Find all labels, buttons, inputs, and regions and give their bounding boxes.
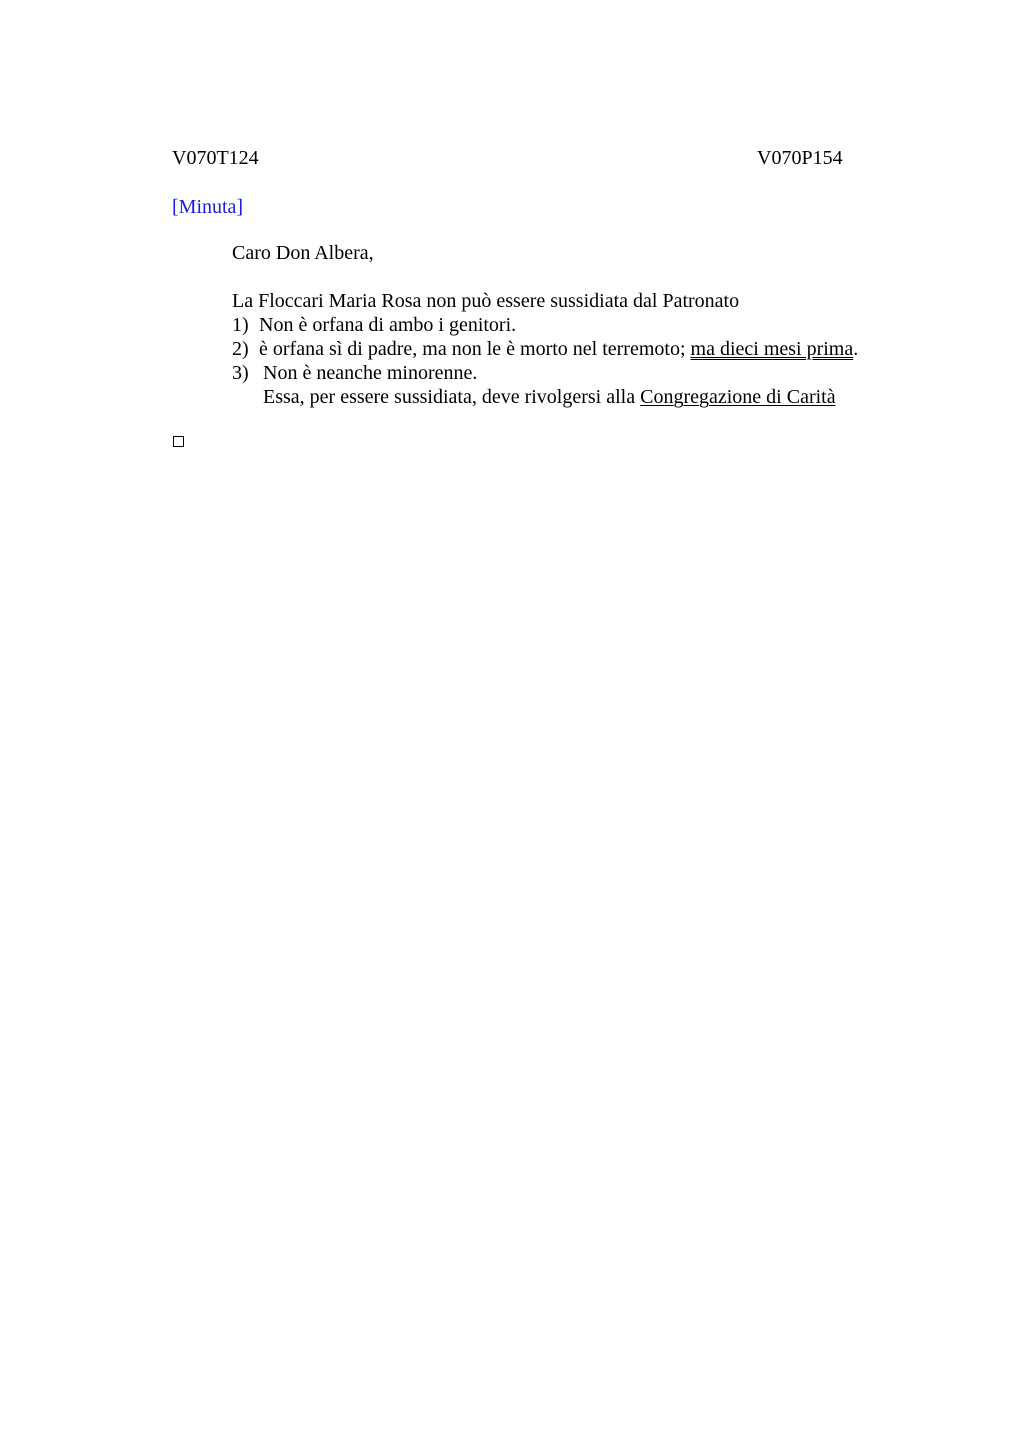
reference-code-right: V070P154 xyxy=(757,147,843,169)
letter-body xyxy=(232,241,952,409)
paragraph-gap xyxy=(232,265,952,289)
square-outline-icon xyxy=(173,436,184,447)
list-text: Non è neanche minorenne. xyxy=(263,362,478,384)
double-underlined-text: ma dieci mesi prima xyxy=(690,338,854,360)
list-text: è orfana sì di padre, ma non le è morto nel terremoto; xyxy=(259,338,691,360)
closing-line xyxy=(232,385,952,409)
draft-note: [Minuta] xyxy=(172,196,244,218)
list-number: 3) xyxy=(232,362,249,384)
list-number: 2) xyxy=(232,338,249,360)
underlined-organization: Congregazione di Carità xyxy=(640,386,836,408)
list-item-3 xyxy=(232,361,952,385)
list-text: Non è orfana di ambo i genitori. xyxy=(259,314,517,336)
reference-code-left: V070T124 xyxy=(172,147,259,169)
list-text-end: . xyxy=(853,338,859,360)
list-item-1 xyxy=(232,313,952,337)
letter-intro: La Floccari Maria Rosa non può essere sussidiata dal Patronato xyxy=(232,290,740,312)
closing-text: Essa, per essere sussidiata, deve rivolgersi alla xyxy=(263,386,641,408)
list-number: 1) xyxy=(232,314,249,336)
salutation: Caro Don Albera, xyxy=(232,242,374,264)
list-item-2 xyxy=(232,337,952,361)
